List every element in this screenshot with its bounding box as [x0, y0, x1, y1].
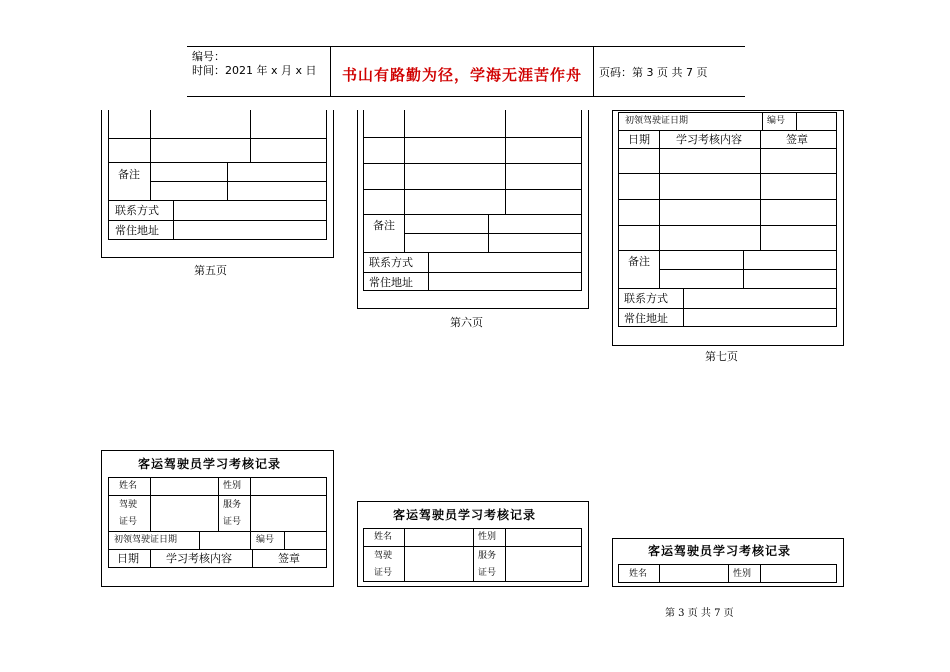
- page-seven-serial-label: 编号: [767, 116, 786, 126]
- cover-middle-gender-label: 性别: [478, 532, 497, 542]
- page-seven-content-header: 学习考核内容: [676, 133, 742, 146]
- cover-left-service-1: 服务: [223, 500, 242, 510]
- page-seven-seal-header: 签章: [786, 133, 808, 146]
- cover-middle-license-2: 证号: [374, 568, 393, 578]
- page-five-remarks-label: 备注: [118, 168, 140, 181]
- cover-left-license-2: 证号: [119, 517, 138, 527]
- cover-middle-title: 客运驾驶员学习考核记录: [393, 508, 537, 522]
- header-time-label: 时间：2021 年 x 月 x 日: [192, 64, 317, 77]
- header-bottom-rule: [187, 96, 745, 97]
- page-footer: 第 3 页 共 7 页: [665, 608, 734, 619]
- page-six-remarks-label: 备注: [373, 219, 395, 232]
- page-five-contact-label: 联系方式: [115, 204, 159, 217]
- page-seven-address-label: 常住地址: [624, 312, 668, 325]
- header-divider-right: [593, 46, 594, 97]
- page-seven-license-date-label: 初领驾驶证日期: [625, 116, 689, 126]
- page-seven-contact-label: 联系方式: [624, 292, 668, 305]
- page-five-address-label: 常住地址: [115, 224, 159, 237]
- cover-right-title: 客运驾驶员学习考核记录: [648, 544, 792, 558]
- header-motto: 书山有路勤为径，学海无涯苦作舟: [342, 66, 583, 84]
- cover-middle-name-label: 姓名: [374, 532, 393, 542]
- header-page-info: 页码：第 3 页 共 7 页: [599, 66, 708, 79]
- cover-left-serial-label: 编号: [256, 535, 275, 545]
- cover-left-service-2: 证号: [223, 517, 242, 527]
- cover-left-title: 客运驾驶员学习考核记录: [138, 457, 282, 471]
- cover-left-name-label: 姓名: [119, 481, 138, 491]
- cover-middle-license-1: 驾驶: [374, 551, 393, 561]
- cover-right-name-label: 姓名: [629, 569, 648, 579]
- header-top-rule: [187, 46, 745, 47]
- cover-right-gender-label: 性别: [733, 569, 752, 579]
- page-six-contact-label: 联系方式: [369, 256, 413, 269]
- page-six-address-label: 常住地址: [369, 276, 413, 289]
- cover-left-gender-label: 性别: [223, 481, 242, 491]
- cover-left-content-header: 学习考核内容: [166, 552, 232, 565]
- page-five-caption: 第五页: [194, 264, 227, 277]
- cover-middle-service-2: 证号: [478, 568, 497, 578]
- page-seven-caption: 第七页: [705, 350, 738, 363]
- cover-middle-service-1: 服务: [478, 551, 497, 561]
- header-number-label: 编号：: [192, 50, 225, 63]
- cover-left-license-date-label: 初领驾驶证日期: [114, 535, 178, 545]
- cover-left-seal-header: 签章: [278, 552, 300, 565]
- cover-left-date-header: 日期: [117, 552, 139, 565]
- page-six-caption: 第六页: [450, 316, 483, 329]
- cover-left-license-1: 驾驶: [119, 500, 138, 510]
- page-seven-date-header: 日期: [628, 133, 650, 146]
- header-divider-left: [330, 46, 331, 97]
- page-seven-remarks-label: 备注: [628, 255, 650, 268]
